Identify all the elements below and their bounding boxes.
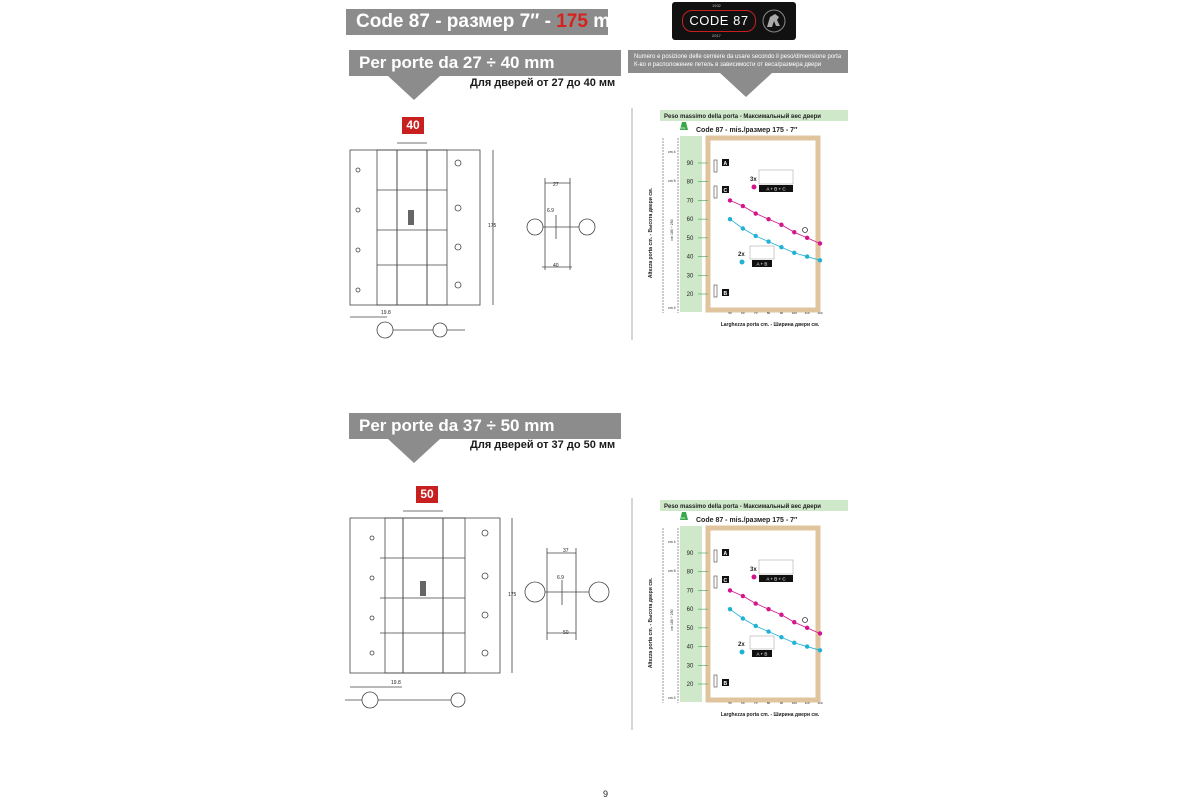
chart1-legend-3x-combo: A + B + C <box>766 186 786 192</box>
chart2-x-tick-7: 120 <box>817 701 823 705</box>
chart2-x-tick-1: 60 <box>741 701 745 705</box>
chart2-series-3x-point-3 <box>766 607 770 611</box>
chart1-x-tick-6: 110 <box>804 311 810 315</box>
chart1-series-2x-point-1 <box>741 226 745 230</box>
chart2-x-tick-6: 110 <box>804 701 810 705</box>
chart2-x-tick-0: 50 <box>728 701 732 705</box>
chart-note-line1: Numero e posizione delle cerniere da usare secondo il peso/dimensione porta <box>634 54 842 60</box>
weight-chart-2 <box>630 498 852 730</box>
section1-height-dim: 175 <box>488 223 497 229</box>
chart2-series-2x-point-0 <box>728 607 732 611</box>
chart1-hinge-b-label: B <box>723 291 728 297</box>
chart2-series-2x-point-4 <box>779 635 783 639</box>
chart1-series-2x-point-4 <box>779 245 783 249</box>
chart1-series-2x-point-2 <box>754 234 758 238</box>
chart1-x-tick-3: 80 <box>766 311 771 315</box>
chart2-legend-2x-dot <box>740 650 745 655</box>
chart2-x-tick-4: 90 <box>779 701 784 705</box>
chart1-x-tick-7: 120 <box>817 311 823 315</box>
chart2-legend-2x-hinge-icon <box>750 636 774 649</box>
chart1-cm-top: cm 4 <box>668 150 676 154</box>
chart2-series-3x-point-5 <box>792 620 796 624</box>
chart2-legend-3x-combo: A + B + C <box>766 576 786 582</box>
chart2-title: Code 87 - mis./размер 175 - 7″ <box>696 517 798 524</box>
chart2-door-knob-icon <box>803 618 808 623</box>
chart2-series-3x-point-7 <box>818 631 822 635</box>
chart1-x-axis-label: Larghezza porta cm. - Ширина двери см. <box>720 322 820 328</box>
section2-bottom-dim: 50 <box>563 630 569 636</box>
section1-width-badge: 40 <box>402 117 424 134</box>
chart1-series-3x-point-5 <box>792 230 796 234</box>
chart1-y-tick-4: 50 <box>686 235 694 242</box>
section1-title: Per porte da 27 ÷ 40 mm <box>359 53 555 72</box>
section2-subtitle: Для дверей от 37 до 50 мм <box>470 439 616 451</box>
header-title-prefix: Code 87 - размер 7″ - <box>356 11 557 32</box>
chart1-title: Code 87 - mis./размер 175 - 7″ <box>696 127 798 134</box>
chart2-series-2x-point-6 <box>805 644 809 648</box>
chart2-hinge-a-label: A <box>723 551 728 557</box>
chart1-kg-label: KG <box>681 126 686 130</box>
chart1-legend-2x-combo: A + B <box>756 261 768 267</box>
chart2-series-3x-point-1 <box>741 594 745 598</box>
section2-title: Per porte da 37 ÷ 50 mm <box>359 416 555 435</box>
chart1-y-range-label: cm 180 ÷ 250 <box>670 219 674 241</box>
chart2-y-axis-label: Altezza porta cm. - Высота двери см. <box>648 577 654 669</box>
chart1-x-tick-5: 100 <box>791 311 797 315</box>
chart1-legend-2x-label: 2x <box>738 252 745 258</box>
chart2-y-tick-7: 20 <box>686 682 694 688</box>
chart2-y-tick-4: 50 <box>686 625 694 632</box>
section1-mid-dim: 6.9 <box>547 208 554 214</box>
chart1-x-tick-4: 90 <box>779 311 784 315</box>
chart2-series-3x-point-0 <box>728 588 732 592</box>
chart1-y-tick-3: 60 <box>686 217 694 224</box>
chart2-hinge-a-marker <box>714 550 717 562</box>
chart2-series-2x-point-2 <box>754 624 758 628</box>
section2-hinge-front-drawing <box>340 503 530 713</box>
chart1-series-3x-point-3 <box>766 217 770 221</box>
horse-emblem-icon <box>760 8 788 34</box>
chart-note-arrow <box>720 73 772 97</box>
chart1-hinge-a-label: A <box>723 161 728 167</box>
chart2-hinge-c-label: C <box>723 578 728 584</box>
chart1-legend-3x-dot <box>752 185 757 190</box>
brand-logo <box>672 2 796 40</box>
chart2-cm-top: cm 4 <box>668 540 676 544</box>
chart2-x-tick-3: 80 <box>766 701 771 705</box>
section2-side-dim: 19.8 <box>391 680 401 686</box>
section1-top-dim: 27 <box>553 182 559 188</box>
chart1-x-tick-1: 60 <box>741 311 745 315</box>
section2-top-dim: 37 <box>563 548 569 554</box>
chart2-legend-2x-label: 2x <box>738 642 745 648</box>
chart2-legend-3x-label: 3x <box>750 567 757 573</box>
chart2-hinge-b-label: B <box>723 681 728 687</box>
chart2-y-tick-6: 30 <box>686 663 694 670</box>
header-title-size: 175 <box>556 11 588 32</box>
page-header-title <box>346 9 628 35</box>
section1-bottom-dim: 40 <box>553 263 559 269</box>
chart2-hinge-b-marker <box>714 675 717 687</box>
chart2-x-tick-2: 70 <box>754 701 758 705</box>
chart1-series-3x-point-6 <box>805 236 809 240</box>
chart1-series-3x-point-0 <box>728 198 732 202</box>
page-number: 9 <box>603 789 609 799</box>
chart1-hinge-b-marker <box>714 285 717 297</box>
section1-side-dim: 19.8 <box>381 310 391 316</box>
chart2-legend-3x-hinge-icon <box>759 560 793 574</box>
chart2-cm-bottom: cm 4 <box>668 696 676 700</box>
chart1-header-text: Peso massimo della porta - Максимальный вес двери <box>664 114 821 120</box>
weight-chart-2-svg <box>630 498 852 730</box>
chart2-x-tick-5: 100 <box>791 701 797 705</box>
section1-subtitle: Для дверей от 27 до 40 мм <box>470 77 616 89</box>
chart1-series-3x-point-4 <box>779 223 783 227</box>
logo-text: CODE 87 <box>682 10 756 32</box>
chart1-y-tick-0: 90 <box>686 161 694 167</box>
logo-year-bottom: 2017 <box>712 33 721 38</box>
chart2-y-tick-3: 60 <box>686 607 694 614</box>
chart-note-line2: К-во и расположение петель в зависимости от веса/размера двери <box>634 62 822 68</box>
weight-chart-1 <box>630 108 852 340</box>
chart2-y-tick-5: 40 <box>686 644 694 651</box>
weight-chart-1-svg <box>630 108 852 340</box>
chart2-y-tick-1: 80 <box>686 569 694 576</box>
chart2-series-3x-point-6 <box>805 626 809 630</box>
chart2-series-2x-point-1 <box>741 616 745 620</box>
chart2-y-tick-0: 90 <box>686 551 694 557</box>
chart1-hinge-a-marker <box>714 160 717 172</box>
section1-arrow <box>388 76 440 100</box>
chart1-series-2x-point-6 <box>805 254 809 258</box>
chart2-series-3x-point-2 <box>754 601 758 605</box>
chart2-series-3x-point-4 <box>779 613 783 617</box>
chart2-header-text: Peso massimo della porta - Максимальный вес двери <box>664 504 821 510</box>
chart1-x-tick-2: 70 <box>754 311 758 315</box>
chart1-y-tick-7: 20 <box>686 292 694 298</box>
chart1-series-2x-point-5 <box>792 251 796 255</box>
section2-bar <box>349 413 621 439</box>
section2-arrow <box>388 439 440 463</box>
chart1-y-tick-6: 30 <box>686 273 694 280</box>
section2-mid-dim: 6.9 <box>557 575 564 581</box>
chart2-series-2x-point-5 <box>792 641 796 645</box>
chart1-door-knob-icon <box>803 228 808 233</box>
chart1-series-2x-point-3 <box>766 239 770 243</box>
chart1-legend-2x-dot <box>740 260 745 265</box>
chart1-y-tick-2: 70 <box>686 198 694 205</box>
chart2-x-axis-label: Larghezza porta cm. - Ширина двери см. <box>720 712 820 718</box>
chart2-hinge-c-marker <box>714 576 717 588</box>
chart1-series-3x-point-7 <box>818 241 822 245</box>
chart1-series-2x-point-0 <box>728 217 732 221</box>
section2-height-dim: 175 <box>508 592 517 598</box>
chart1-legend-3x-hinge-icon <box>759 170 793 184</box>
chart1-y-tick-5: 40 <box>686 254 694 261</box>
chart1-y-axis-label: Altezza porta cm. - Высота двери см. <box>648 187 654 279</box>
chart1-series-3x-point-1 <box>741 204 745 208</box>
section2-width-badge: 50 <box>416 486 438 503</box>
chart1-legend-2x-hinge-icon <box>750 246 774 259</box>
chart2-series-2x-point-3 <box>766 629 770 633</box>
chart2-series-2x-point-7 <box>818 648 822 652</box>
chart1-series-3x-point-2 <box>754 211 758 215</box>
chart2-cm-mid: cm 5 <box>668 569 676 573</box>
chart1-legend-3x-label: 3x <box>750 177 757 183</box>
chart-note <box>628 50 848 73</box>
chart2-kg-label: KG <box>681 516 686 520</box>
section1-hinge-side-drawing <box>520 175 610 275</box>
chart2-legend-3x-dot <box>752 575 757 580</box>
chart1-hinge-c-label: C <box>723 188 728 194</box>
chart2-legend-2x-combo: A + B <box>756 651 768 657</box>
chart1-series-2x-point-7 <box>818 258 822 262</box>
chart2-y-tick-2: 70 <box>686 588 694 595</box>
chart1-y-tick-1: 80 <box>686 179 694 186</box>
section1-bar <box>349 50 621 76</box>
chart1-x-tick-0: 50 <box>728 311 732 315</box>
chart1-cm-mid: cm 5 <box>668 179 676 183</box>
section1-hinge-front-drawing <box>340 135 520 345</box>
chart1-hinge-c-marker <box>714 186 717 198</box>
header-title-unit: mm <box>587 11 628 32</box>
chart2-y-range-label: cm 180 ÷ 250 <box>670 609 674 631</box>
logo-year-top: 1932 <box>712 3 721 8</box>
chart1-cm-bottom: cm 4 <box>668 306 676 310</box>
